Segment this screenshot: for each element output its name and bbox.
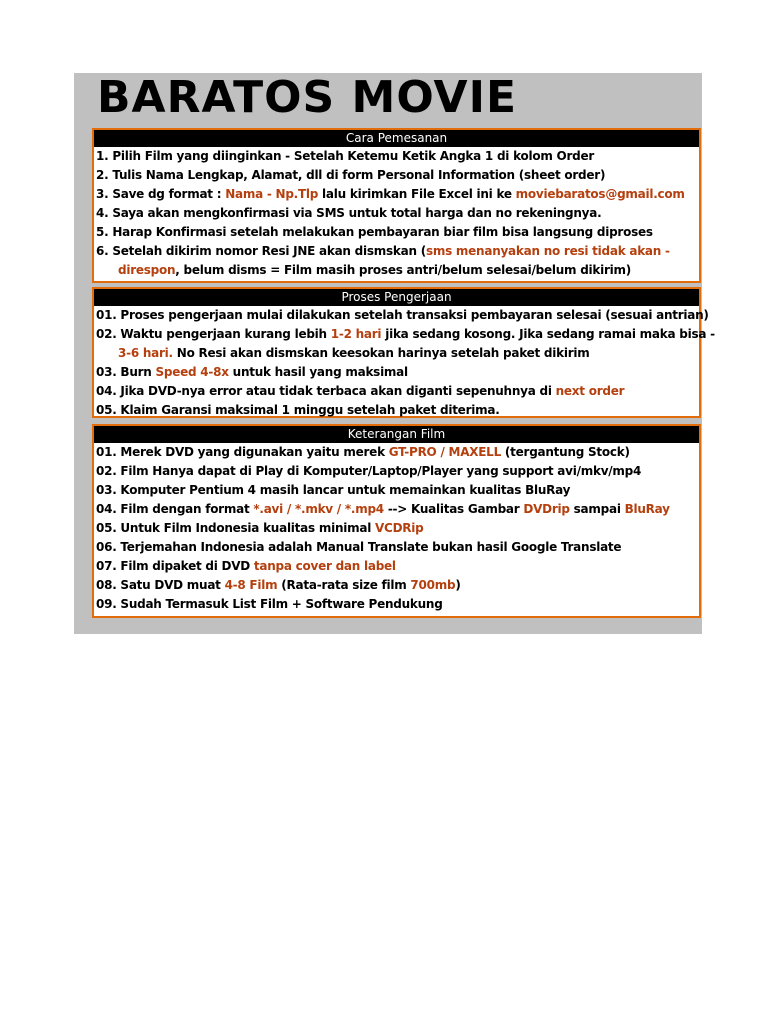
- line-text: No Resi akan dismskan keesokan harinya setelah paket dikirim: [172, 346, 590, 360]
- highlight-text: sms menanyakan no resi tidak akan -: [425, 244, 670, 258]
- highlight-text: 4-8 Film: [224, 578, 278, 592]
- highlight-text: BluRay: [624, 502, 670, 516]
- section-lines: [94, 147, 699, 280]
- section-lines: [94, 443, 699, 614]
- line-text: 02. Waktu pengerjaan kurang lebih: [96, 327, 331, 341]
- highlight-text: 1-2 hari: [330, 327, 382, 341]
- instruction-line: [94, 242, 699, 261]
- highlight-text: VCDRip: [375, 521, 424, 535]
- line-text: 05. Untuk Film Indonesia kualitas minimal: [96, 521, 375, 535]
- line-text: (tergantung Stock): [500, 445, 630, 459]
- instruction-line: [94, 519, 699, 538]
- instruction-line: [94, 382, 699, 401]
- instruction-line: [94, 538, 699, 557]
- line-text: 1. Pilih Film yang diinginkan - Setelah Ketemu Ketik Angka 1 di kolom Order: [96, 149, 595, 163]
- section-proses-pengerjaan: [92, 287, 715, 418]
- instruction-line: [94, 576, 699, 595]
- instruction-line: [94, 261, 699, 280]
- instruction-line: [94, 344, 699, 363]
- instruction-line: [94, 443, 699, 462]
- line-text: 07. Film dipaket di DVD: [96, 559, 254, 573]
- section-lines: [94, 306, 715, 420]
- instruction-line: [94, 401, 699, 420]
- instruction-line: [94, 166, 699, 185]
- highlight-text: Speed 4-8x: [155, 365, 229, 379]
- line-text: 2. Tulis Nama Lengkap, Alamat, dll di form Personal Information (sheet order): [96, 168, 606, 182]
- line-text: 01. Merek DVD yang digunakan yaitu merek: [96, 445, 389, 459]
- instruction-line: [94, 204, 699, 223]
- instruction-line: [94, 306, 709, 325]
- page-title: BARATOS MOVIE: [97, 72, 518, 123]
- line-text: 06. Terjemahan Indonesia adalah Manual Translate bukan hasil Google Translate: [96, 540, 622, 554]
- line-text: --> Kualitas Gambar: [383, 502, 524, 516]
- line-text: 08. Satu DVD muat: [96, 578, 225, 592]
- instruction-line: [94, 462, 699, 481]
- line-text: , belum disms = Film masih proses antri/belum selesai/belum dikirim): [175, 263, 632, 277]
- line-text: 01. Proses pengerjaan mulai dilakukan setelah transaksi pembayaran selesai (sesuai antrian): [96, 308, 709, 322]
- line-text: ): [455, 578, 461, 592]
- section-heading: Cara Pemesanan: [94, 130, 699, 147]
- highlight-text: 700mb: [410, 578, 456, 592]
- line-text: untuk hasil yang maksimal: [228, 365, 408, 379]
- highlight-text: tanpa cover dan label: [253, 559, 396, 573]
- line-text: 03. Burn: [96, 365, 156, 379]
- highlight-text: GT-PRO / MAXELL: [388, 445, 501, 459]
- line-text: 03. Komputer Pentium 4 masih lancar untuk memainkan kualitas BluRay: [96, 483, 571, 497]
- line-text: 09. Sudah Termasuk List Film + Software Pendukung: [96, 597, 443, 611]
- highlight-text: DVDrip: [523, 502, 570, 516]
- highlight-text: direspon: [118, 263, 176, 277]
- instruction-line: [94, 557, 699, 576]
- line-text: 6. Setelah dikirim nomor Resi JNE akan dismskan (: [96, 244, 426, 258]
- instruction-line: [94, 481, 699, 500]
- line-text: 04. Jika DVD-nya error atau tidak terbaca akan diganti sepenuhnya di: [96, 384, 556, 398]
- line-text: jika sedang kosong. Jika sedang ramai maka bisa -: [381, 327, 715, 341]
- highlight-text: Nama - Np.Tlp: [225, 187, 319, 201]
- line-text: 02. Film Hanya dapat di Play di Komputer/Laptop/Player yang support avi/mkv/mp4: [96, 464, 642, 478]
- highlight-text: 3-6 hari.: [118, 346, 173, 360]
- instruction-line: [94, 363, 699, 382]
- highlight-text: next order: [555, 384, 625, 398]
- line-text: 5. Harap Konfirmasi setelah melakukan pembayaran biar film bisa langsung diproses: [96, 225, 653, 239]
- line-text: (Rata-rata size film: [277, 578, 411, 592]
- line-text: 05. Klaim Garansi maksimal 1 minggu setelah paket diterima.: [96, 403, 500, 417]
- instruction-line: [94, 595, 699, 614]
- section-heading: Proses Pengerjaan: [94, 289, 699, 306]
- line-text: sampai: [569, 502, 625, 516]
- line-text: lalu kirimkan File Excel ini ke: [318, 187, 516, 201]
- section-keterangan-film: [92, 424, 701, 618]
- highlight-text: moviebaratos@gmail.com: [515, 187, 685, 201]
- instruction-line: [94, 223, 699, 242]
- instruction-line: [94, 500, 699, 519]
- section-heading: Keterangan Film: [94, 426, 699, 443]
- line-text: 04. Film dengan format: [96, 502, 254, 516]
- instruction-line: [94, 147, 699, 166]
- line-text: 3. Save dg format :: [96, 187, 226, 201]
- instruction-line: [94, 185, 699, 204]
- section-cara-pemesanan: [92, 128, 701, 283]
- line-text: 4. Saya akan mengkonfirmasi via SMS untuk total harga dan no rekeningnya.: [96, 206, 602, 220]
- highlight-text: *.avi / *.mkv / *.mp4: [253, 502, 384, 516]
- instruction-line: [94, 325, 715, 344]
